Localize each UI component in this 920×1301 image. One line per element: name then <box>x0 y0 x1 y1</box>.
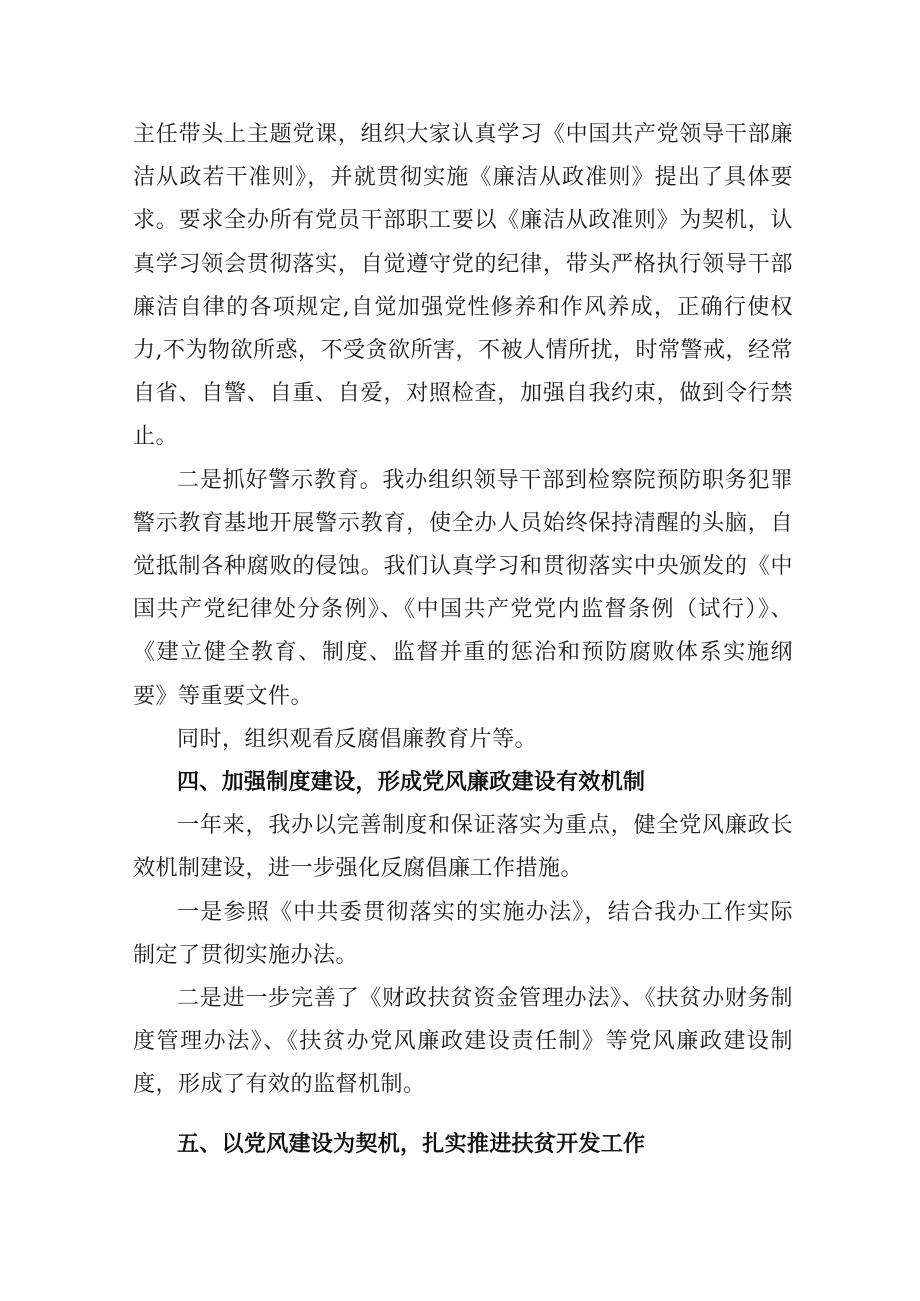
paragraph-continued: 主任带头上主题党课，组织大家认真学习《中国共产党领导干部廉洁从政若干准则》，并就贯彻实施《廉洁从政准则》提出了具体要求。要求全办所有党员干部职工要以《廉洁从政准则》为契机，认真学习领会贯彻落实，自觉遵守党的纪律，带头严格执行领导干部廉洁自律的各项规定,自觉加强党性修养和作风养成，正确行使权力,不为物欲所惑，不受贪欲所害，不被人情所扰，时常警戒，经常自省、自警、自重、自爱，对照检查，加强自我约束，做到令行禁止。 <box>133 122 793 450</box>
paragraph-warning-education: 二是抓好警示教育。我办组织领导干部到检察院预防职务犯罪警示教育基地开展警示教育，使全办人员始终保持清醒的头脑，自觉抵制各种腐败的侵蚀。我们认真学习和贯彻落实中央颁发的《中国共产党纪律处分条例》、《中国共产党党内监督条例（试行）》、《建立健全教育、制度、监督并重的惩治和预防腐败体系实施纲要》等重要文件。 <box>133 467 793 709</box>
section-heading-5: 五、以党风建设为契机，扎实推进扶贫开发工作 <box>177 1131 646 1157</box>
paragraph-year-summary: 一年来，我办以完善制度和保证落实为重点，健全党风廉政长效机制建设，进一步强化反腐倡廉工作措施。 <box>133 813 793 882</box>
paragraph-implementation-measures: 一是参照《中共委贯彻落实的实施办法》，结合我办工作实际制定了贯彻实施办法。 <box>133 899 793 968</box>
document-body <box>133 113 793 1166</box>
paragraph-anti-corruption-film: 同时，组织观看反腐倡廉教育片等。 <box>177 726 538 752</box>
paragraph-management-rules: 二是进一步完善了《财政扶贫资金管理办法》、《扶贫办财务制度管理办法》、《扶贫办党风廉政建设责任制》等党风廉政建设制度，形成了有效的监督机制。 <box>133 986 793 1098</box>
section-heading-4: 四、加强制度建设，形成党风廉政建设有效机制 <box>177 770 646 796</box>
